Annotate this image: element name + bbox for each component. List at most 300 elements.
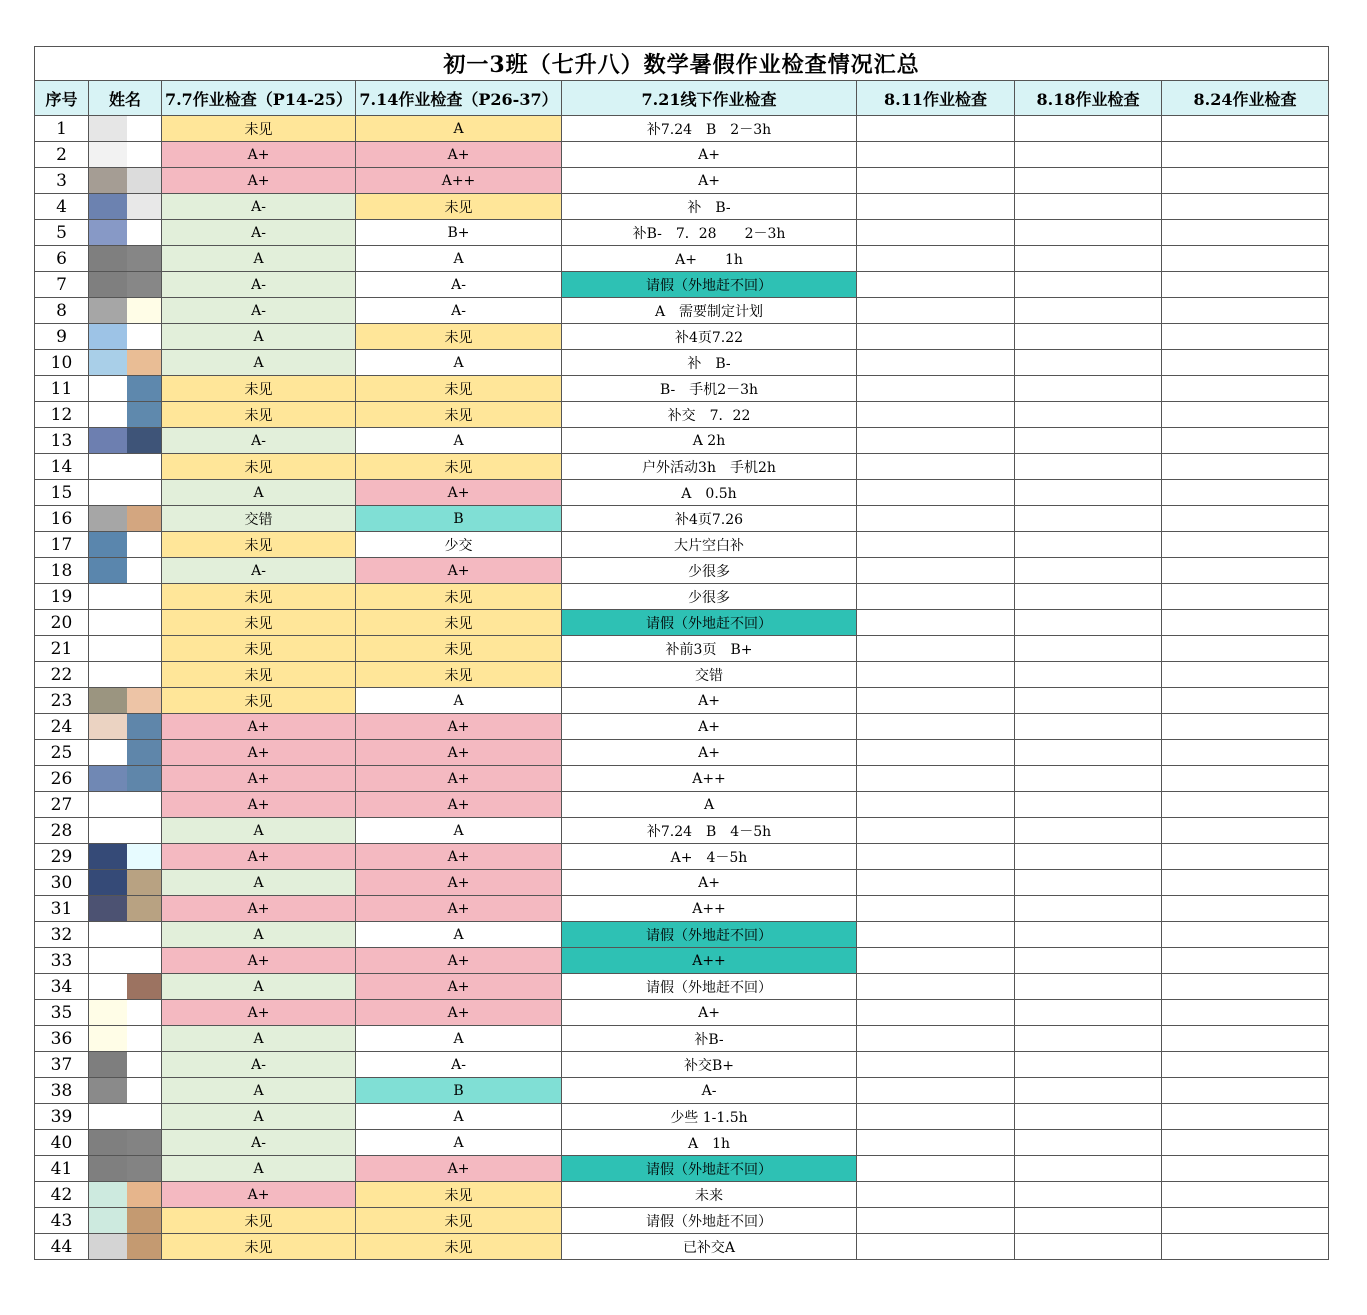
cell-check-8-11[interactable] <box>857 1000 1015 1026</box>
cell-check-8-18[interactable] <box>1015 766 1162 792</box>
cell-check-8-11[interactable] <box>857 766 1015 792</box>
cell-check-7-14[interactable]: A <box>356 428 562 454</box>
cell-check-7-7[interactable]: A <box>162 1156 356 1182</box>
cell-check-7-14[interactable]: B <box>356 506 562 532</box>
cell-name-redacted[interactable] <box>89 870 162 896</box>
col-header-check-8-11[interactable]: 8.11作业检查 <box>857 81 1015 116</box>
cell-check-7-7[interactable]: A- <box>162 272 356 298</box>
cell-check-7-14[interactable]: 未见 <box>356 454 562 480</box>
cell-check-7-7[interactable]: A+ <box>162 896 356 922</box>
cell-index[interactable]: 12 <box>35 402 89 428</box>
cell-check-8-24[interactable] <box>1162 480 1329 506</box>
cell-check-8-24[interactable] <box>1162 610 1329 636</box>
cell-name-redacted[interactable] <box>89 220 162 246</box>
cell-check-8-18[interactable] <box>1015 142 1162 168</box>
cell-check-8-11[interactable] <box>857 1182 1015 1208</box>
cell-check-8-11[interactable] <box>857 1026 1015 1052</box>
cell-check-7-21[interactable]: 请假（外地赶不回） <box>562 272 857 298</box>
cell-check-8-11[interactable] <box>857 1156 1015 1182</box>
cell-check-7-7[interactable]: A+ <box>162 714 356 740</box>
cell-check-7-7[interactable]: A+ <box>162 740 356 766</box>
cell-check-7-21[interactable]: 补 B- <box>562 350 857 376</box>
cell-check-7-21[interactable]: 请假（外地赶不回） <box>562 1208 857 1234</box>
cell-check-7-7[interactable]: A- <box>162 220 356 246</box>
cell-check-8-11[interactable] <box>857 636 1015 662</box>
cell-check-8-18[interactable] <box>1015 792 1162 818</box>
cell-check-7-21[interactable]: 补B- <box>562 1026 857 1052</box>
cell-check-8-24[interactable] <box>1162 402 1329 428</box>
cell-check-7-7[interactable]: A <box>162 246 356 272</box>
cell-check-8-18[interactable] <box>1015 168 1162 194</box>
cell-name-redacted[interactable] <box>89 818 162 844</box>
cell-check-8-11[interactable] <box>857 220 1015 246</box>
col-header-check-7-14[interactable]: 7.14作业检查（P26-37） <box>356 81 562 116</box>
cell-check-8-18[interactable] <box>1015 324 1162 350</box>
cell-check-7-14[interactable]: A- <box>356 1052 562 1078</box>
cell-check-8-24[interactable] <box>1162 1026 1329 1052</box>
cell-check-8-11[interactable] <box>857 1130 1015 1156</box>
cell-check-8-24[interactable] <box>1162 1052 1329 1078</box>
cell-check-7-7[interactable]: 未见 <box>162 636 356 662</box>
cell-check-7-14[interactable]: 未见 <box>356 376 562 402</box>
cell-index[interactable]: 8 <box>35 298 89 324</box>
cell-index[interactable]: 20 <box>35 610 89 636</box>
cell-index[interactable]: 18 <box>35 558 89 584</box>
cell-check-8-24[interactable] <box>1162 948 1329 974</box>
cell-check-7-21[interactable]: A++ <box>562 766 857 792</box>
cell-check-8-18[interactable] <box>1015 584 1162 610</box>
cell-check-8-18[interactable] <box>1015 194 1162 220</box>
cell-check-7-7[interactable]: A+ <box>162 1182 356 1208</box>
cell-check-7-14[interactable]: A <box>356 688 562 714</box>
col-header-check-8-18[interactable]: 8.18作业检查 <box>1015 81 1162 116</box>
cell-check-7-21[interactable]: A+ <box>562 688 857 714</box>
cell-check-7-7[interactable]: A <box>162 324 356 350</box>
cell-check-8-24[interactable] <box>1162 272 1329 298</box>
cell-name-redacted[interactable] <box>89 636 162 662</box>
cell-check-8-24[interactable] <box>1162 1208 1329 1234</box>
cell-index[interactable]: 26 <box>35 766 89 792</box>
cell-check-8-24[interactable] <box>1162 1182 1329 1208</box>
cell-check-8-24[interactable] <box>1162 220 1329 246</box>
cell-check-8-11[interactable] <box>857 246 1015 272</box>
cell-check-8-24[interactable] <box>1162 688 1329 714</box>
cell-check-7-21[interactable]: 请假（外地赶不回） <box>562 610 857 636</box>
cell-check-8-11[interactable] <box>857 714 1015 740</box>
cell-check-7-14[interactable]: 未见 <box>356 402 562 428</box>
cell-index[interactable]: 44 <box>35 1234 89 1260</box>
cell-name-redacted[interactable] <box>89 350 162 376</box>
cell-index[interactable]: 21 <box>35 636 89 662</box>
cell-check-8-24[interactable] <box>1162 844 1329 870</box>
cell-check-8-11[interactable] <box>857 740 1015 766</box>
col-header-name[interactable]: 姓名 <box>89 81 162 116</box>
cell-index[interactable]: 29 <box>35 844 89 870</box>
cell-name-redacted[interactable] <box>89 1000 162 1026</box>
cell-check-7-21[interactable]: A+ <box>562 740 857 766</box>
cell-check-7-7[interactable]: 未见 <box>162 1234 356 1260</box>
cell-name-redacted[interactable] <box>89 1078 162 1104</box>
cell-check-8-11[interactable] <box>857 376 1015 402</box>
cell-check-7-7[interactable]: A+ <box>162 766 356 792</box>
cell-index[interactable]: 33 <box>35 948 89 974</box>
cell-check-8-11[interactable] <box>857 792 1015 818</box>
cell-check-8-18[interactable] <box>1015 1182 1162 1208</box>
cell-check-8-11[interactable] <box>857 1052 1015 1078</box>
cell-index[interactable]: 31 <box>35 896 89 922</box>
cell-index[interactable]: 38 <box>35 1078 89 1104</box>
cell-check-8-24[interactable] <box>1162 324 1329 350</box>
cell-name-redacted[interactable] <box>89 1104 162 1130</box>
cell-index[interactable]: 36 <box>35 1026 89 1052</box>
cell-check-8-18[interactable] <box>1015 298 1162 324</box>
cell-check-7-7[interactable]: 未见 <box>162 532 356 558</box>
cell-check-7-14[interactable]: 未见 <box>356 584 562 610</box>
cell-check-7-7[interactable]: 未见 <box>162 116 356 142</box>
cell-check-8-11[interactable] <box>857 324 1015 350</box>
cell-check-8-18[interactable] <box>1015 1130 1162 1156</box>
cell-check-7-7[interactable]: A <box>162 870 356 896</box>
cell-name-redacted[interactable] <box>89 272 162 298</box>
cell-check-8-18[interactable] <box>1015 506 1162 532</box>
cell-check-8-24[interactable] <box>1162 584 1329 610</box>
cell-index[interactable]: 3 <box>35 168 89 194</box>
cell-check-7-21[interactable]: 请假（外地赶不回） <box>562 922 857 948</box>
cell-name-redacted[interactable] <box>89 740 162 766</box>
cell-check-8-18[interactable] <box>1015 1052 1162 1078</box>
cell-check-7-21[interactable]: 补前3页 B+ <box>562 636 857 662</box>
cell-check-8-18[interactable] <box>1015 870 1162 896</box>
cell-check-8-18[interactable] <box>1015 116 1162 142</box>
cell-check-8-11[interactable] <box>857 480 1015 506</box>
col-header-check-7-7[interactable]: 7.7作业检查（P14-25） <box>162 81 356 116</box>
cell-check-8-11[interactable] <box>857 1104 1015 1130</box>
cell-check-7-14[interactable]: 少交 <box>356 532 562 558</box>
cell-check-7-7[interactable]: A <box>162 974 356 1000</box>
cell-check-8-18[interactable] <box>1015 428 1162 454</box>
cell-check-7-7[interactable]: A- <box>162 298 356 324</box>
cell-check-8-18[interactable] <box>1015 402 1162 428</box>
cell-check-8-11[interactable] <box>857 662 1015 688</box>
cell-check-7-7[interactable]: A <box>162 922 356 948</box>
cell-check-7-14[interactable]: B+ <box>356 220 562 246</box>
cell-check-7-14[interactable]: A <box>356 246 562 272</box>
cell-check-7-21[interactable]: 少些 1-1.5h <box>562 1104 857 1130</box>
cell-check-8-11[interactable] <box>857 506 1015 532</box>
cell-check-8-18[interactable] <box>1015 350 1162 376</box>
cell-check-8-11[interactable] <box>857 688 1015 714</box>
cell-check-8-24[interactable] <box>1162 168 1329 194</box>
cell-name-redacted[interactable] <box>89 766 162 792</box>
cell-check-7-21[interactable]: A+ <box>562 142 857 168</box>
cell-check-7-7[interactable]: A+ <box>162 948 356 974</box>
cell-check-7-14[interactable]: 未见 <box>356 610 562 636</box>
cell-check-7-7[interactable]: 未见 <box>162 662 356 688</box>
cell-check-7-21[interactable]: A <box>562 792 857 818</box>
cell-index[interactable]: 40 <box>35 1130 89 1156</box>
cell-check-8-18[interactable] <box>1015 896 1162 922</box>
cell-name-redacted[interactable] <box>89 116 162 142</box>
cell-check-7-21[interactable]: 补交B+ <box>562 1052 857 1078</box>
cell-check-8-18[interactable] <box>1015 220 1162 246</box>
cell-check-7-7[interactable]: 未见 <box>162 402 356 428</box>
cell-name-redacted[interactable] <box>89 922 162 948</box>
cell-check-7-21[interactable]: 交错 <box>562 662 857 688</box>
cell-check-8-24[interactable] <box>1162 714 1329 740</box>
col-header-index[interactable]: 序号 <box>35 81 89 116</box>
cell-check-8-24[interactable] <box>1162 870 1329 896</box>
cell-name-redacted[interactable] <box>89 324 162 350</box>
cell-check-7-14[interactable]: 未见 <box>356 1182 562 1208</box>
cell-check-8-18[interactable] <box>1015 1156 1162 1182</box>
cell-check-8-24[interactable] <box>1162 298 1329 324</box>
cell-check-7-14[interactable]: A+ <box>356 740 562 766</box>
cell-check-8-24[interactable] <box>1162 376 1329 402</box>
cell-index[interactable]: 17 <box>35 532 89 558</box>
cell-name-redacted[interactable] <box>89 142 162 168</box>
cell-check-8-24[interactable] <box>1162 1104 1329 1130</box>
cell-index[interactable]: 37 <box>35 1052 89 1078</box>
cell-check-7-14[interactable]: A+ <box>356 480 562 506</box>
cell-name-redacted[interactable] <box>89 246 162 272</box>
cell-check-8-11[interactable] <box>857 870 1015 896</box>
cell-index[interactable]: 39 <box>35 1104 89 1130</box>
cell-index[interactable]: 32 <box>35 922 89 948</box>
cell-name-redacted[interactable] <box>89 844 162 870</box>
cell-check-8-24[interactable] <box>1162 766 1329 792</box>
cell-check-8-18[interactable] <box>1015 818 1162 844</box>
cell-check-8-24[interactable] <box>1162 974 1329 1000</box>
cell-index[interactable]: 2 <box>35 142 89 168</box>
cell-index[interactable]: 25 <box>35 740 89 766</box>
cell-check-7-21[interactable]: 补7.24 B 4－5h <box>562 818 857 844</box>
cell-check-8-11[interactable] <box>857 1078 1015 1104</box>
cell-check-8-24[interactable] <box>1162 350 1329 376</box>
cell-check-7-21[interactable]: A++ <box>562 948 857 974</box>
cell-check-7-21[interactable]: A++ <box>562 896 857 922</box>
cell-name-redacted[interactable] <box>89 532 162 558</box>
cell-check-8-11[interactable] <box>857 896 1015 922</box>
cell-check-7-14[interactable]: A <box>356 922 562 948</box>
cell-check-7-7[interactable]: A- <box>162 1052 356 1078</box>
cell-check-8-18[interactable] <box>1015 1000 1162 1026</box>
cell-check-7-7[interactable]: A- <box>162 194 356 220</box>
cell-check-7-21[interactable]: 请假（外地赶不回） <box>562 1156 857 1182</box>
cell-check-8-18[interactable] <box>1015 636 1162 662</box>
cell-check-7-7[interactable]: A- <box>162 558 356 584</box>
cell-check-8-18[interactable] <box>1015 662 1162 688</box>
cell-check-8-11[interactable] <box>857 1234 1015 1260</box>
cell-check-7-21[interactable]: A- <box>562 1078 857 1104</box>
cell-check-8-11[interactable] <box>857 142 1015 168</box>
cell-name-redacted[interactable] <box>89 298 162 324</box>
cell-check-7-14[interactable]: A <box>356 350 562 376</box>
cell-check-8-24[interactable] <box>1162 142 1329 168</box>
cell-check-7-7[interactable]: 未见 <box>162 1208 356 1234</box>
cell-check-8-18[interactable] <box>1015 1026 1162 1052</box>
cell-check-8-24[interactable] <box>1162 662 1329 688</box>
cell-check-8-11[interactable] <box>857 272 1015 298</box>
cell-check-7-14[interactable]: 未见 <box>356 324 562 350</box>
cell-check-8-18[interactable] <box>1015 246 1162 272</box>
cell-check-7-14[interactable]: B <box>356 1078 562 1104</box>
cell-index[interactable]: 7 <box>35 272 89 298</box>
cell-check-8-24[interactable] <box>1162 246 1329 272</box>
cell-check-8-24[interactable] <box>1162 636 1329 662</box>
cell-check-7-21[interactable]: A+ <box>562 1000 857 1026</box>
cell-check-8-11[interactable] <box>857 610 1015 636</box>
cell-check-8-18[interactable] <box>1015 1208 1162 1234</box>
col-header-check-8-24[interactable]: 8.24作业检查 <box>1162 81 1329 116</box>
cell-check-7-7[interactable]: A <box>162 1104 356 1130</box>
cell-check-7-7[interactable]: A <box>162 480 356 506</box>
cell-check-7-7[interactable]: A- <box>162 1130 356 1156</box>
cell-index[interactable]: 10 <box>35 350 89 376</box>
cell-check-7-7[interactable]: 交错 <box>162 506 356 532</box>
cell-check-7-14[interactable]: A- <box>356 272 562 298</box>
cell-check-8-24[interactable] <box>1162 558 1329 584</box>
sheet-title[interactable]: 初一3班（七升八）数学暑假作业检查情况汇总 <box>35 47 1329 81</box>
cell-check-8-24[interactable] <box>1162 1156 1329 1182</box>
cell-name-redacted[interactable] <box>89 974 162 1000</box>
cell-check-7-7[interactable]: 未见 <box>162 610 356 636</box>
cell-check-7-7[interactable]: 未见 <box>162 584 356 610</box>
cell-index[interactable]: 6 <box>35 246 89 272</box>
cell-check-8-24[interactable] <box>1162 428 1329 454</box>
cell-name-redacted[interactable] <box>89 1234 162 1260</box>
cell-name-redacted[interactable] <box>89 1026 162 1052</box>
cell-name-redacted[interactable] <box>89 506 162 532</box>
cell-name-redacted[interactable] <box>89 792 162 818</box>
cell-check-8-11[interactable] <box>857 584 1015 610</box>
cell-check-7-21[interactable]: 大片空白补 <box>562 532 857 558</box>
cell-name-redacted[interactable] <box>89 662 162 688</box>
cell-index[interactable]: 27 <box>35 792 89 818</box>
cell-check-8-24[interactable] <box>1162 1000 1329 1026</box>
cell-check-8-18[interactable] <box>1015 1234 1162 1260</box>
cell-index[interactable]: 13 <box>35 428 89 454</box>
cell-index[interactable]: 23 <box>35 688 89 714</box>
cell-check-7-21[interactable]: A 0.5h <box>562 480 857 506</box>
cell-check-7-21[interactable]: 补7.24 B 2－3h <box>562 116 857 142</box>
cell-check-8-18[interactable] <box>1015 532 1162 558</box>
cell-index[interactable]: 42 <box>35 1182 89 1208</box>
cell-check-8-18[interactable] <box>1015 974 1162 1000</box>
cell-check-8-18[interactable] <box>1015 948 1162 974</box>
cell-index[interactable]: 19 <box>35 584 89 610</box>
cell-check-7-21[interactable]: 未来 <box>562 1182 857 1208</box>
cell-check-8-18[interactable] <box>1015 1104 1162 1130</box>
cell-index[interactable]: 24 <box>35 714 89 740</box>
cell-check-8-18[interactable] <box>1015 740 1162 766</box>
cell-name-redacted[interactable] <box>89 428 162 454</box>
cell-check-8-24[interactable] <box>1162 532 1329 558</box>
cell-name-redacted[interactable] <box>89 1182 162 1208</box>
cell-index[interactable]: 34 <box>35 974 89 1000</box>
cell-check-8-11[interactable] <box>857 194 1015 220</box>
cell-check-8-11[interactable] <box>857 844 1015 870</box>
cell-check-7-14[interactable]: A <box>356 1130 562 1156</box>
cell-check-8-11[interactable] <box>857 818 1015 844</box>
cell-check-8-11[interactable] <box>857 428 1015 454</box>
cell-check-8-18[interactable] <box>1015 922 1162 948</box>
cell-check-7-14[interactable]: A+ <box>356 766 562 792</box>
cell-check-7-21[interactable]: 补4页7.22 <box>562 324 857 350</box>
cell-check-7-21[interactable]: 补交 7．22 <box>562 402 857 428</box>
cell-check-7-14[interactable]: A+ <box>356 844 562 870</box>
cell-name-redacted[interactable] <box>89 454 162 480</box>
cell-name-redacted[interactable] <box>89 194 162 220</box>
cell-check-8-24[interactable] <box>1162 740 1329 766</box>
cell-index[interactable]: 22 <box>35 662 89 688</box>
cell-name-redacted[interactable] <box>89 584 162 610</box>
cell-check-7-21[interactable]: 请假（外地赶不回） <box>562 974 857 1000</box>
cell-check-7-21[interactable]: 补 B- <box>562 194 857 220</box>
cell-check-7-21[interactable]: A 2h <box>562 428 857 454</box>
cell-check-7-21[interactable]: 补4页7.26 <box>562 506 857 532</box>
cell-check-8-24[interactable] <box>1162 922 1329 948</box>
cell-check-8-18[interactable] <box>1015 688 1162 714</box>
cell-index[interactable]: 41 <box>35 1156 89 1182</box>
cell-name-redacted[interactable] <box>89 714 162 740</box>
cell-check-7-7[interactable]: 未见 <box>162 454 356 480</box>
cell-check-8-24[interactable] <box>1162 194 1329 220</box>
cell-check-7-21[interactable]: A+ 4－5h <box>562 844 857 870</box>
cell-check-8-11[interactable] <box>857 974 1015 1000</box>
cell-name-redacted[interactable] <box>89 896 162 922</box>
cell-check-7-14[interactable]: A- <box>356 298 562 324</box>
cell-check-8-24[interactable] <box>1162 116 1329 142</box>
cell-check-7-7[interactable]: 未见 <box>162 688 356 714</box>
cell-check-7-21[interactable]: 户外活动3h 手机2h <box>562 454 857 480</box>
cell-check-7-7[interactable]: A <box>162 350 356 376</box>
cell-check-7-7[interactable]: 未见 <box>162 376 356 402</box>
cell-check-8-11[interactable] <box>857 454 1015 480</box>
cell-check-7-14[interactable]: A+ <box>356 1156 562 1182</box>
cell-check-7-21[interactable]: A 需要制定计划 <box>562 298 857 324</box>
cell-check-8-11[interactable] <box>857 558 1015 584</box>
cell-check-7-7[interactable]: A+ <box>162 142 356 168</box>
cell-check-8-11[interactable] <box>857 1208 1015 1234</box>
cell-name-redacted[interactable] <box>89 168 162 194</box>
cell-check-8-11[interactable] <box>857 350 1015 376</box>
cell-name-redacted[interactable] <box>89 558 162 584</box>
cell-name-redacted[interactable] <box>89 480 162 506</box>
cell-index[interactable]: 43 <box>35 1208 89 1234</box>
cell-check-7-21[interactable]: 补B- 7．28 2－3h <box>562 220 857 246</box>
cell-check-8-18[interactable] <box>1015 454 1162 480</box>
cell-check-7-14[interactable]: 未见 <box>356 662 562 688</box>
cell-check-8-24[interactable] <box>1162 1130 1329 1156</box>
cell-check-8-11[interactable] <box>857 948 1015 974</box>
cell-check-7-21[interactable]: 少很多 <box>562 558 857 584</box>
cell-check-7-21[interactable]: B- 手机2－3h <box>562 376 857 402</box>
cell-check-8-11[interactable] <box>857 402 1015 428</box>
cell-check-7-21[interactable]: A+ 1h <box>562 246 857 272</box>
cell-check-7-14[interactable]: A <box>356 1026 562 1052</box>
cell-check-8-18[interactable] <box>1015 480 1162 506</box>
cell-index[interactable]: 4 <box>35 194 89 220</box>
cell-check-8-24[interactable] <box>1162 818 1329 844</box>
cell-check-7-21[interactable]: 已补交A <box>562 1234 857 1260</box>
cell-name-redacted[interactable] <box>89 1130 162 1156</box>
cell-check-8-11[interactable] <box>857 532 1015 558</box>
cell-check-8-18[interactable] <box>1015 558 1162 584</box>
cell-check-8-18[interactable] <box>1015 1078 1162 1104</box>
cell-check-7-14[interactable]: A+ <box>356 948 562 974</box>
cell-check-8-18[interactable] <box>1015 610 1162 636</box>
cell-index[interactable]: 16 <box>35 506 89 532</box>
